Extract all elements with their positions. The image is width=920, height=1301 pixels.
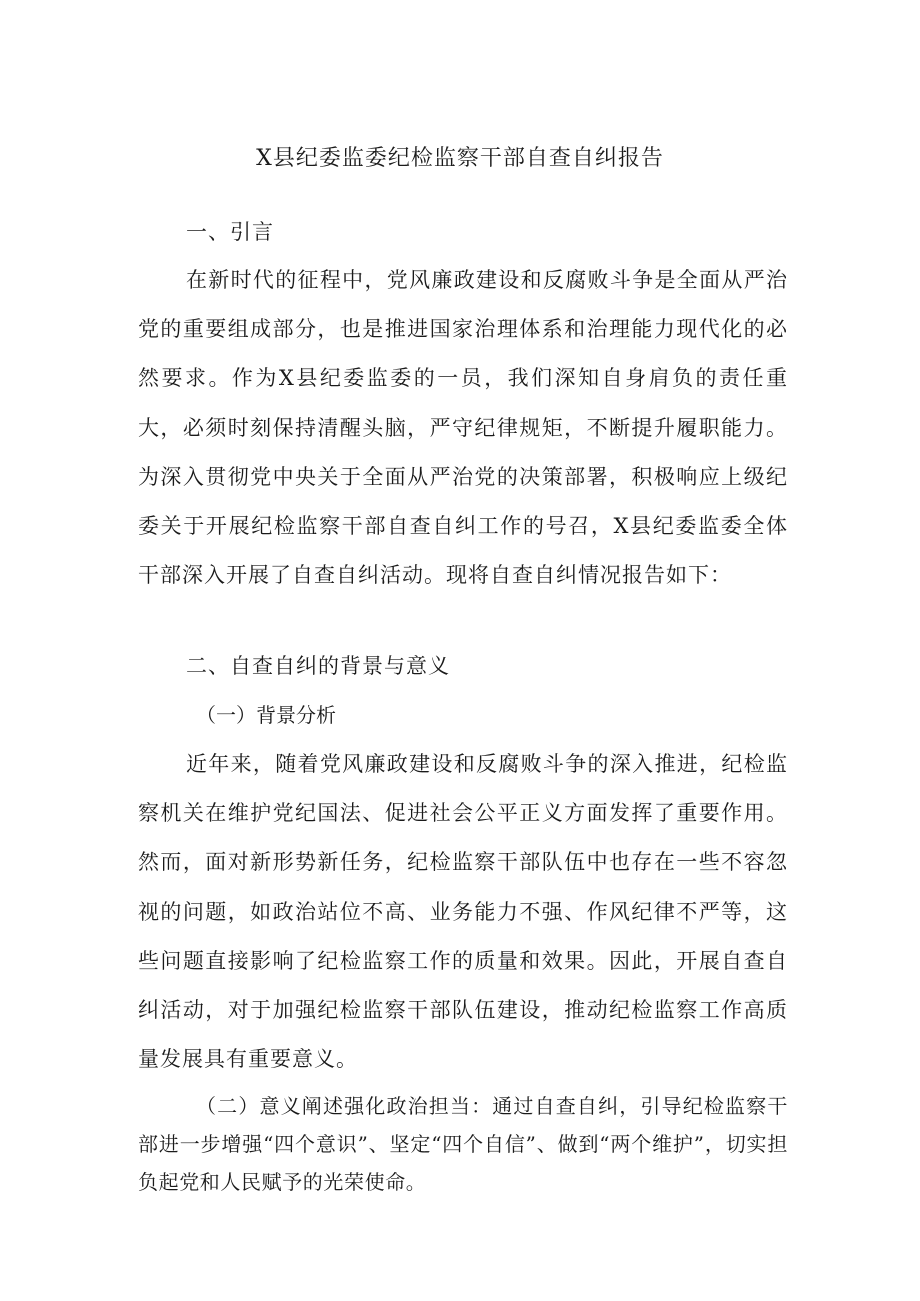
section-1-heading: 一、引言 bbox=[186, 220, 274, 244]
section-2-sub1-paragraph: 近年来，随着党风廉政建设和反腐败斗争的深入推进，纪检监察机关在维护党纪国法、促进社会公平正义方面发挥了重要作用。然而，面对新形势新任务，纪检监察干部队伍中也存在一些不容忽视的问题，如政治站位不高、业务能力不强、作风纪律不严等，这些问题直接影响了纪检监察工作的质量和效果。因此，开展自查自纠活动，对于加强纪检监察干部队伍建设，推动纪检监察工作高质量发展具有重要意义。 bbox=[138, 752, 788, 1072]
section-1-paragraph: 在新时代的征程中，党风廉政建设和反腐败斗争是全面从严治党的重要组成部分，也是推进国家治理体系和治理能力现代化的必然要求。作为X县纪委监委的一员，我们深知自身肩负的责任重大，必须时刻保持清醒头脑，严守纪律规矩，不断提升履职能力。为深入贯彻党中央关于全面从严治党的决策部署，积极响应上级纪委关于开展纪检监察干部自查自纠工作的号召，X县纪委监委全体干部深入开展了自查自纠活动。现将自查自纠情况报告如下： bbox=[138, 268, 788, 588]
section-2-sub1-heading: （一）背景分析 bbox=[196, 703, 336, 727]
document-title: X县纪委监委纪检监察干部自查自纠报告 bbox=[256, 146, 664, 171]
section-2-sub2-paragraph: （二）意义阐述强化政治担当：通过自查自纠，引导纪检监察干部进一步增强“四个意识”、坚定“四个自信”、做到“两个维护”，切实担负起党和人民赋予的光荣使命。 bbox=[138, 1094, 788, 1194]
section-2-heading: 二、自查自纠的背景与意义 bbox=[186, 654, 450, 678]
